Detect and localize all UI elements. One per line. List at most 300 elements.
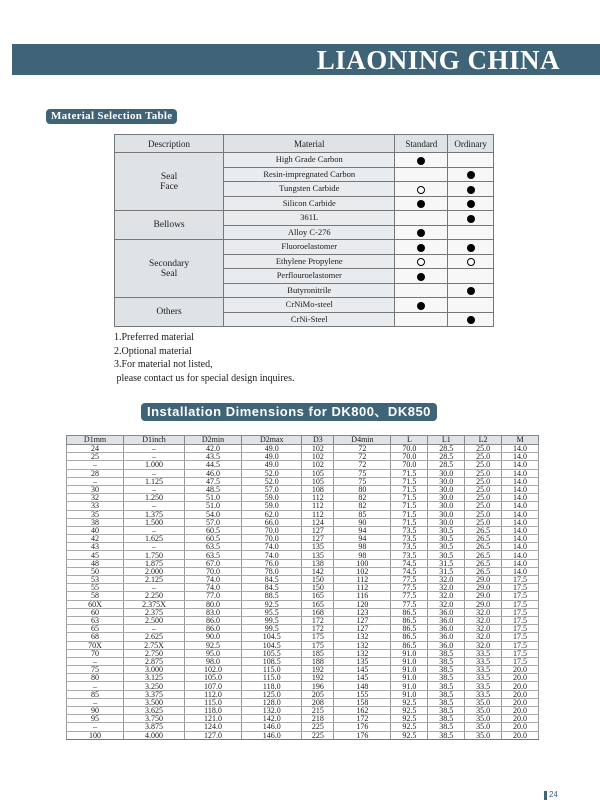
table-cell: 35.0: [465, 698, 502, 706]
dimension-table-header: [67, 436, 539, 445]
table-cell: 127.0: [184, 731, 241, 739]
table-cell: 30.0: [428, 502, 465, 510]
table-cell: 38.5: [428, 682, 465, 690]
table-cell: 92.5: [391, 723, 428, 731]
table-cell: 57.0: [242, 485, 302, 493]
table-cell: 121.0: [184, 715, 241, 723]
material-name: 361L: [224, 211, 395, 226]
table-cell: 48: [67, 559, 124, 567]
group-description-line: Secondary: [149, 258, 190, 269]
table-cell: 92.5: [391, 707, 428, 715]
table-cell: 65: [67, 625, 124, 633]
table-cell: 105: [302, 477, 334, 485]
table-cell: 43.5: [184, 453, 241, 461]
table-cell: 49.0: [242, 445, 302, 453]
table-row: [67, 584, 539, 592]
table-cell: 30.0: [428, 510, 465, 518]
material-name: Silicon Carbide: [224, 196, 395, 211]
table-cell: 135: [302, 543, 334, 551]
table-cell: 84.5: [242, 576, 302, 584]
table-cell: 94: [334, 526, 391, 534]
filled-circle-icon: [467, 186, 475, 194]
table-cell: 71.5: [391, 494, 428, 502]
table-cell: 162: [334, 707, 391, 715]
table-cell: 98: [334, 543, 391, 551]
table-cell: 77.5: [391, 584, 428, 592]
table-cell: 145: [334, 666, 391, 674]
table-cell: 3.125: [124, 674, 185, 682]
table-cell: 112: [302, 502, 334, 510]
table-cell: 30.0: [428, 518, 465, 526]
table-cell: 25.0: [465, 510, 502, 518]
table-cell: 112: [302, 510, 334, 518]
group-description-line: Seal: [160, 171, 178, 182]
table-cell: 72: [334, 445, 391, 453]
standard-cell: [395, 269, 448, 284]
table-cell: 35: [67, 510, 124, 518]
table-cell: –: [124, 543, 185, 551]
material-name: Butyronitrile: [224, 283, 395, 298]
table-cell: 1.000: [124, 461, 185, 469]
table-cell: 88.5: [242, 592, 302, 600]
table-cell: 20.0: [502, 666, 539, 674]
table-cell: 188: [302, 657, 334, 665]
material-row: [115, 240, 494, 255]
table-row: [67, 707, 539, 715]
table-cell: 102: [302, 445, 334, 453]
material-notes: [114, 331, 295, 385]
table-cell: 150: [302, 584, 334, 592]
standard-cell: [395, 283, 448, 298]
table-cell: 33.5: [465, 682, 502, 690]
table-cell: 175: [302, 641, 334, 649]
ordinary-cell: [448, 240, 494, 255]
table-cell: 208: [302, 698, 334, 706]
table-cell: 25.0: [465, 453, 502, 461]
table-cell: 51.0: [184, 502, 241, 510]
filled-circle-icon: [417, 302, 425, 310]
table-row: [67, 723, 539, 731]
table-cell: 91.0: [391, 690, 428, 698]
table-cell: 29.0: [465, 600, 502, 608]
table-cell: 100: [67, 731, 124, 739]
ordinary-cell: [448, 211, 494, 226]
table-row: [67, 518, 539, 526]
group-description-line: Seal: [160, 268, 178, 279]
open-circle-icon: [417, 258, 425, 266]
table-cell: 196: [302, 682, 334, 690]
open-circle-icon: [417, 186, 425, 194]
table-cell: 38.5: [428, 707, 465, 715]
table-cell: 80: [334, 485, 391, 493]
standard-cell: [395, 312, 448, 327]
table-cell: 128.0: [242, 698, 302, 706]
table-cell: 127: [334, 616, 391, 624]
table-cell: 17.5: [502, 616, 539, 624]
table-cell: 102: [334, 567, 391, 575]
ordinary-cell: [448, 298, 494, 313]
table-cell: 70.0: [391, 461, 428, 469]
table-cell: 145: [334, 674, 391, 682]
table-cell: –: [124, 445, 185, 453]
page-number-bar: [544, 791, 547, 800]
table-cell: 32.0: [428, 600, 465, 608]
table-cell: 17.5: [502, 608, 539, 616]
table-cell: 35.0: [465, 723, 502, 731]
table-cell: 38.5: [428, 666, 465, 674]
table-cell: 32.0: [465, 633, 502, 641]
table-cell: 1.750: [124, 551, 185, 559]
table-cell: 215: [302, 707, 334, 715]
table-cell: 17.5: [502, 633, 539, 641]
table-cell: 112: [334, 576, 391, 584]
table-cell: 59.0: [242, 494, 302, 502]
table-cell: 127: [302, 535, 334, 543]
table-cell: 46.0: [184, 469, 241, 477]
table-cell: –: [124, 526, 185, 534]
table-cell: 146.0: [242, 731, 302, 739]
material-name: Tungsten Carbide: [224, 182, 395, 197]
filled-circle-icon: [417, 200, 425, 208]
table-cell: –: [67, 477, 124, 485]
table-cell: 115.0: [242, 666, 302, 674]
standard-cell: [395, 182, 448, 197]
table-cell: 148: [334, 682, 391, 690]
table-cell: 71.5: [391, 502, 428, 510]
table-cell: 77.0: [184, 592, 241, 600]
table-cell: 30.5: [428, 551, 465, 559]
column-header: D1inch: [124, 436, 185, 445]
table-cell: 185: [302, 649, 334, 657]
table-cell: 70X: [67, 641, 124, 649]
table-cell: 2.625: [124, 633, 185, 641]
table-cell: 142: [302, 567, 334, 575]
table-cell: 115.0: [184, 698, 241, 706]
table-cell: 86.5: [391, 633, 428, 641]
table-row: [67, 453, 539, 461]
table-cell: 155: [334, 690, 391, 698]
table-cell: 55: [67, 584, 124, 592]
table-row: [67, 592, 539, 600]
table-cell: 25.0: [465, 502, 502, 510]
table-cell: 1.250: [124, 494, 185, 502]
table-row: [67, 485, 539, 493]
material-row: [115, 153, 494, 168]
table-cell: –: [124, 502, 185, 510]
table-cell: 150: [302, 576, 334, 584]
table-cell: 105.5: [242, 649, 302, 657]
ordinary-cell: [448, 153, 494, 168]
filled-circle-icon: [467, 171, 475, 179]
table-cell: 29.0: [465, 576, 502, 584]
table-cell: 26.5: [465, 551, 502, 559]
group-description-line: Bellows: [153, 220, 185, 230]
table-cell: 32: [67, 494, 124, 502]
table-cell: 14.0: [502, 445, 539, 453]
table-cell: 71.5: [391, 469, 428, 477]
table-cell: 172: [302, 616, 334, 624]
table-cell: 49.0: [242, 453, 302, 461]
table-cell: 3.375: [124, 690, 185, 698]
table-cell: 32.0: [428, 584, 465, 592]
table-cell: 158: [334, 698, 391, 706]
table-cell: 74.0: [242, 551, 302, 559]
table-cell: 26.5: [465, 526, 502, 534]
table-cell: 99.5: [242, 625, 302, 633]
table-cell: 84.5: [242, 584, 302, 592]
filled-circle-icon: [417, 244, 425, 252]
column-header: D2max: [242, 436, 302, 445]
table-cell: 17.5: [502, 657, 539, 665]
table-cell: 73.5: [391, 543, 428, 551]
table-cell: 90: [334, 518, 391, 526]
column-header: L2: [465, 436, 502, 445]
table-cell: 36.0: [428, 633, 465, 641]
table-row: [67, 633, 539, 641]
table-cell: 3.250: [124, 682, 185, 690]
table-cell: 14.0: [502, 551, 539, 559]
table-cell: 75: [334, 469, 391, 477]
filled-circle-icon: [467, 200, 475, 208]
material-row: [115, 211, 494, 226]
table-cell: 205: [302, 690, 334, 698]
column-header: D2min: [184, 436, 241, 445]
material-name: Fluoroelastomer: [224, 240, 395, 255]
table-cell: 91.0: [391, 674, 428, 682]
table-cell: 94: [334, 535, 391, 543]
table-cell: –: [124, 625, 185, 633]
table-cell: 98: [334, 551, 391, 559]
table-cell: 28.5: [428, 453, 465, 461]
table-cell: 30.0: [428, 485, 465, 493]
table-cell: 92.5: [242, 600, 302, 608]
table-cell: 31.5: [428, 567, 465, 575]
table-cell: 172: [334, 715, 391, 723]
table-cell: 54.0: [184, 510, 241, 518]
table-cell: 168: [302, 608, 334, 616]
table-cell: 2.125: [124, 576, 185, 584]
filled-circle-icon: [467, 244, 475, 252]
table-cell: –: [67, 682, 124, 690]
table-cell: 71.5: [391, 477, 428, 485]
table-cell: 86.0: [184, 616, 241, 624]
material-table-body: [115, 153, 494, 327]
table-cell: 14.0: [502, 526, 539, 534]
table-cell: 60: [67, 608, 124, 616]
table-cell: 14.0: [502, 559, 539, 567]
table-cell: 70.0: [391, 453, 428, 461]
page-number: 24: [549, 790, 558, 799]
table-cell: 80: [67, 674, 124, 682]
table-row: [67, 608, 539, 616]
table-cell: 86.0: [184, 625, 241, 633]
table-cell: 33.5: [465, 666, 502, 674]
table-cell: 52.0: [242, 469, 302, 477]
note: please contact us for special design inquires.: [114, 372, 295, 384]
table-cell: 38.5: [428, 723, 465, 731]
table-cell: 35.0: [465, 715, 502, 723]
table-cell: 95: [67, 715, 124, 723]
table-cell: 63.5: [184, 543, 241, 551]
table-cell: 102: [302, 453, 334, 461]
table-cell: 14.0: [502, 469, 539, 477]
filled-circle-icon: [467, 316, 475, 324]
table-cell: 91.0: [391, 657, 428, 665]
table-cell: 29.0: [465, 592, 502, 600]
table-cell: 91.0: [391, 649, 428, 657]
table-cell: 30.5: [428, 535, 465, 543]
table-row: [67, 715, 539, 723]
table-cell: 28.5: [428, 445, 465, 453]
table-cell: 51.0: [184, 494, 241, 502]
table-cell: 86.5: [391, 616, 428, 624]
filled-circle-icon: [467, 287, 475, 295]
table-cell: 172: [302, 625, 334, 633]
table-cell: –: [124, 485, 185, 493]
table-cell: 2.250: [124, 592, 185, 600]
table-cell: 73.5: [391, 551, 428, 559]
note: 3.For material not listed,: [114, 359, 213, 370]
table-cell: 26.5: [465, 567, 502, 575]
table-cell: 3.500: [124, 698, 185, 706]
table-row: [67, 600, 539, 608]
table-cell: 14.0: [502, 518, 539, 526]
table-cell: 14.0: [502, 477, 539, 485]
table-cell: 118.0: [184, 707, 241, 715]
table-cell: 2.000: [124, 567, 185, 575]
material-name: Resin-impregnated Carbon: [224, 167, 395, 182]
table-cell: 135: [302, 551, 334, 559]
table-cell: 26.5: [465, 559, 502, 567]
table-cell: 20.0: [502, 707, 539, 715]
ordinary-cell: [448, 254, 494, 269]
table-cell: 30.5: [428, 543, 465, 551]
column-header: D1mm: [67, 436, 124, 445]
table-cell: 95.5: [242, 608, 302, 616]
group-description-line: Others: [156, 307, 182, 317]
column-header: Ordinary: [448, 135, 494, 153]
table-row: [67, 494, 539, 502]
table-cell: 38.5: [428, 649, 465, 657]
column-header: M: [502, 436, 539, 445]
table-cell: 20.0: [502, 682, 539, 690]
table-cell: 70.0: [242, 526, 302, 534]
table-row: [67, 551, 539, 559]
table-cell: –: [124, 453, 185, 461]
filled-circle-icon: [417, 273, 425, 281]
table-cell: 25.0: [465, 494, 502, 502]
table-row: [67, 510, 539, 518]
table-cell: 67.0: [184, 559, 241, 567]
table-cell: 57.0: [184, 518, 241, 526]
table-cell: 36.0: [428, 641, 465, 649]
table-cell: 44.5: [184, 461, 241, 469]
table-cell: 142.0: [242, 715, 302, 723]
table-cell: 32.0: [428, 592, 465, 600]
table-cell: 2.750: [124, 649, 185, 657]
table-cell: 26.5: [465, 535, 502, 543]
table-cell: 24: [67, 445, 124, 453]
table-cell: 90: [67, 707, 124, 715]
table-cell: 2.875: [124, 657, 185, 665]
table-cell: 38.5: [428, 674, 465, 682]
table-cell: 2.375: [124, 608, 185, 616]
material-selection-table: [114, 134, 494, 327]
table-cell: 42.0: [184, 445, 241, 453]
table-row: [67, 477, 539, 485]
table-cell: 73.5: [391, 535, 428, 543]
table-cell: 63: [67, 616, 124, 624]
table-cell: 138: [302, 559, 334, 567]
table-cell: 20.0: [502, 698, 539, 706]
table-row: [67, 576, 539, 584]
table-cell: 127: [334, 625, 391, 633]
table-cell: 63.5: [184, 551, 241, 559]
table-cell: 58: [67, 592, 124, 600]
table-cell: 146.0: [242, 723, 302, 731]
table-cell: 33.5: [465, 690, 502, 698]
table-cell: 25.0: [465, 445, 502, 453]
table-row: [67, 559, 539, 567]
table-cell: 118.0: [242, 682, 302, 690]
page-title: LIAONING CHINA: [316, 45, 560, 75]
table-cell: 77.5: [391, 592, 428, 600]
column-header: Description: [115, 135, 224, 153]
table-cell: 20.0: [502, 723, 539, 731]
table-cell: 29.0: [465, 584, 502, 592]
table-cell: 70.0: [242, 535, 302, 543]
table-cell: 4.000: [124, 731, 185, 739]
ordinary-cell: [448, 283, 494, 298]
column-header: D4min: [334, 436, 391, 445]
table-cell: 38: [67, 518, 124, 526]
table-row: [67, 698, 539, 706]
table-cell: 35.0: [465, 707, 502, 715]
table-cell: 14.0: [502, 567, 539, 575]
table-cell: 68: [67, 633, 124, 641]
table-cell: 32.0: [428, 576, 465, 584]
table-cell: 1.625: [124, 535, 185, 543]
table-cell: 36.0: [428, 608, 465, 616]
table-cell: 70.0: [391, 445, 428, 453]
table-cell: 25.0: [465, 469, 502, 477]
table-cell: 33.5: [465, 674, 502, 682]
table-cell: 40: [67, 526, 124, 534]
installation-dimensions-table: [66, 435, 539, 740]
table-cell: 52.0: [242, 477, 302, 485]
table-cell: 45: [67, 551, 124, 559]
table-cell: 102: [302, 461, 334, 469]
table-cell: 30.5: [428, 526, 465, 534]
table-row: [67, 674, 539, 682]
table-cell: 125.0: [242, 690, 302, 698]
table-cell: 25: [67, 453, 124, 461]
table-cell: 74.5: [391, 559, 428, 567]
material-section-title: Material Selection Table: [46, 109, 177, 124]
table-cell: 38.5: [428, 657, 465, 665]
table-cell: 120: [334, 600, 391, 608]
table-row: [67, 616, 539, 624]
table-cell: 92.5: [391, 698, 428, 706]
table-cell: 26.5: [465, 543, 502, 551]
table-cell: 50: [67, 567, 124, 575]
table-cell: 25.0: [465, 477, 502, 485]
ordinary-cell: [448, 167, 494, 182]
table-cell: 14.0: [502, 543, 539, 551]
table-row: [67, 641, 539, 649]
table-cell: 90.0: [184, 633, 241, 641]
table-row: [67, 731, 539, 739]
